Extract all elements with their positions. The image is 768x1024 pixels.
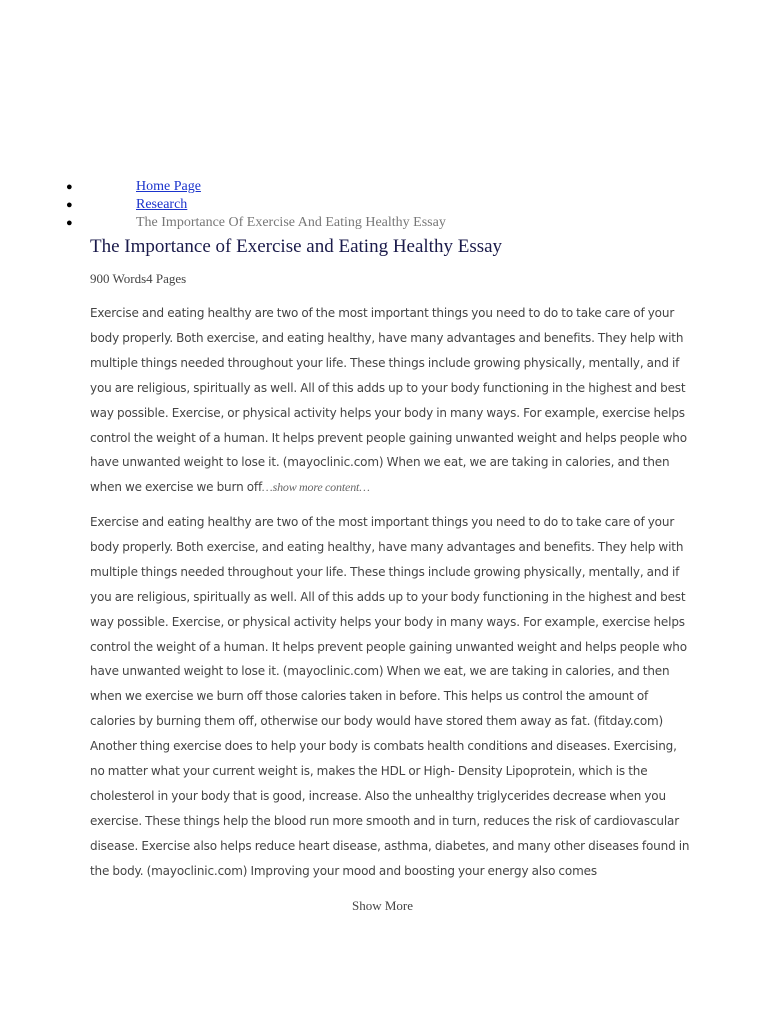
show-more-button[interactable]: Show More <box>352 898 414 913</box>
breadcrumb-current-page: The Importance Of Exercise And Eating Healthy Essay <box>136 215 446 230</box>
bullet-icon: ● <box>66 199 73 211</box>
essay-meta: 900 Words4 Pages <box>90 271 187 286</box>
essay-title: The Importance of Exercise and Eating Healthy Essay <box>90 236 503 257</box>
essay-preview-text: Exercise and eating healthy are two of the most important things you need to do to take care of your body properly. Both exercise, and eating healthy, have many advantages and benefits. They help with multiple things needed throughout your life. These things include growing physically, mentally, and if you are religious, spiritually as well. All of this adds up to your body functioning in the highest and best way possible. Exercise, or physical activity helps your body in many ways. For example, exercise helps control the weight of a human. It helps prevent people gaining unwanted weight and helps people who have unwanted weight to lose it. (mayoclinic.com) When we eat, we are taking in calories, and then when we exercise we burn off <box>90 306 687 495</box>
essay-full-text: Exercise and eating healthy are two of the most important things you need to do to take care of your body properly. Both exercise, and eating healthy, have many advantages and benefits. They help with multiple things needed throughout your life. These things include growing physically, mentally, and if you are religious, spiritually as well. All of this adds up to your body functioning in the highest and best way possible. Exercise, or physical activity helps your body in many ways. For example, exercise helps control the weight of a human. It helps prevent people gaining unwanted weight and helps people who have unwanted weight to lose it. (mayoclinic.com) When we eat, we are taking in calories, and then when we exercise we burn off those calories taken in before. This helps us control the amount of calories by burning them off, otherwise our body would have stored them away as fat. (fitday.com) Another thing exercise does to help your body is combats health conditions and diseases. Exercising, no matter what your current weight is, makes the HDL or High- Density Lipoprotein, which is the cholesterol in your body that is good, increase. Also the unhealthy triglycerides decrease when you exercise. These things help the blood run more smooth and in turn, reduces the risk of cardiovascular disease. Exercise also helps reduce heart disease, asthma, diabetes, and many other diseases found in the body. (mayoclinic.com) Improving your mood and boosting your energy also comes <box>90 515 690 878</box>
bullet-icon: ● <box>66 181 73 193</box>
essay-preview <box>90 301 690 500</box>
breadcrumb-link-research[interactable]: Research <box>136 197 188 212</box>
show-more-content-link[interactable]: …show more content… <box>262 480 370 495</box>
bullet-icon: ● <box>66 217 73 229</box>
breadcrumb-link-home[interactable]: Home Page <box>136 179 201 194</box>
